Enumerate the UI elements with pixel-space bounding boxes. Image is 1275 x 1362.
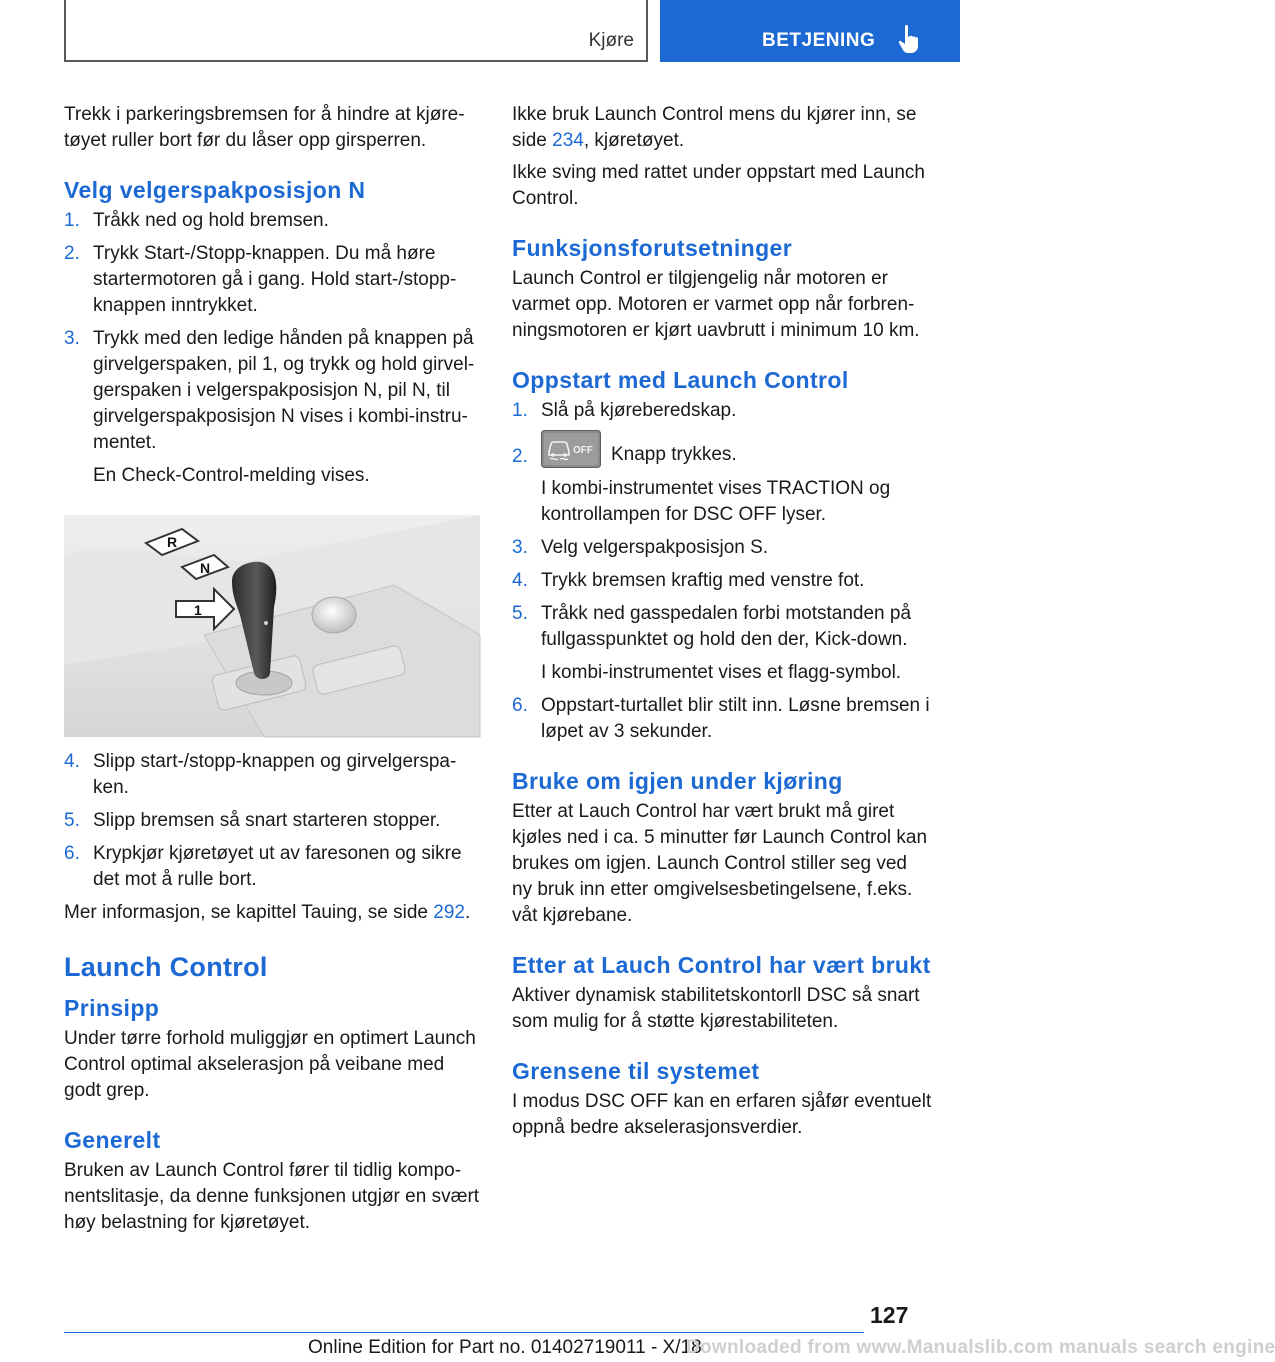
heading-general: Generelt <box>64 1127 161 1153</box>
more-info-text: Mer informasjon, se kapittel Tauing, se side <box>64 902 434 923</box>
principle-paragraph: Under tørre forhold muliggjør en optimert Launch Control optimal akselerasjon på veibane med godt grep. <box>64 1028 476 1101</box>
list-item <box>64 841 480 893</box>
list-text: Tråkk ned gasspedalen forbi motstanden på fullgasspunktet og hold den der, Kick-down. <box>541 603 912 650</box>
gear-selector-illustration <box>64 515 480 737</box>
list-item <box>512 436 932 528</box>
page-link-292[interactable]: 292 <box>433 902 465 923</box>
list-text: Knapp trykkes. <box>611 444 737 466</box>
arrow-label-r: R <box>167 534 178 550</box>
list-text: Slipp start-/stopp-knappen og girvelgerspaken. <box>93 751 457 798</box>
list-subtext: I kombi-instrumentet vises et flagg-symbol. <box>541 662 902 683</box>
list-number: 3. <box>64 328 80 349</box>
list-text: Tråkk ned og hold bremsen. <box>93 210 329 231</box>
list-item <box>64 208 480 234</box>
list-number: 1. <box>64 210 80 231</box>
heading-requirements: Funksjonsforutsetninger <box>512 235 793 261</box>
list-text: Velg velgerspakposisjon S. <box>541 537 769 558</box>
page-number: 127 <box>870 1302 909 1328</box>
list-item <box>64 326 480 489</box>
warning-paragraph-1 <box>512 102 932 154</box>
heading-reuse: Bruke om igjen under kjøring <box>512 768 843 794</box>
list-item <box>512 693 932 745</box>
pointing-hand-icon <box>896 24 924 54</box>
footer-edition: Online Edition for Part no. 01402719011 - X/18 <box>308 1337 702 1358</box>
list-text: Krypkjør kjøretøyet ut av faresonen og sikre det mot å rulle bort. <box>93 843 462 890</box>
list-item <box>64 749 480 801</box>
list-number: 6. <box>512 695 528 716</box>
dsc-off-button-icon <box>541 430 601 468</box>
left-column <box>64 102 480 1236</box>
after-use-paragraph: Aktiver dynamisk stabilitetskontorll DSC så snart som mulig for å støtte kjørestabiliteten. <box>512 985 920 1032</box>
list-subtext: I kombi-instrumentet vises TRACTION og kontrollampen for DSC OFF lyser. <box>541 478 891 525</box>
list-item <box>64 241 480 319</box>
list-number: 2. <box>512 446 528 467</box>
list-item <box>64 808 480 834</box>
header-chapter: Kjøre <box>588 30 634 51</box>
general-paragraph: Bruken av Launch Control fører til tidlig komponentslitasje, da denne funksjonen utgjør en svært høy belastning for kjøretøyet. <box>64 1160 480 1233</box>
list-text: Slå på kjøreberedskap. <box>541 400 737 421</box>
list-item <box>512 535 932 561</box>
list-number: 4. <box>512 570 528 591</box>
heading-select-n: Velg velgerspakposisjon N <box>64 177 366 203</box>
page-link-234[interactable]: 234 <box>552 130 584 151</box>
warning-paragraph-2: Ikke sving med rattet under oppstart med Launch Control. <box>512 162 925 209</box>
list-number: 5. <box>512 603 528 624</box>
heading-system-limits: Grensene til systemet <box>512 1058 760 1084</box>
header-section-tab <box>660 0 960 62</box>
heading-after-use: Etter at Lauch Control har vært brukt <box>512 952 931 978</box>
arrow-label-1: 1 <box>194 602 202 618</box>
list-number: 1. <box>512 400 528 421</box>
list-number: 5. <box>64 810 80 831</box>
list-text: Trykk med den ledige hånden på knappen på girvelgerspaken, pil 1, og trykk og hold girvelgerspaken i velgerspakposisjon N, pil N, til girvelgerspakposisjon N vises i kombi-instrumentet. <box>93 328 475 453</box>
list-item <box>512 568 932 594</box>
more-info-paragraph <box>64 900 480 926</box>
right-column <box>512 102 932 1141</box>
footer-watermark: Downloaded from www.Manualslib.com manuals search engine <box>686 1337 1275 1358</box>
heading-startup: Oppstart med Launch Control <box>512 367 849 393</box>
list-subtext: En Check-Control-melding vises. <box>93 465 370 486</box>
list-item <box>512 601 932 686</box>
reuse-paragraph: Etter at Lauch Control har vært brukt må giret kjøles ned i ca. 5 minutter før Launch Control kan brukes om igjen. Launch Control stiller seg ved ny bruk inn etter omgivelsesbetingelsene, f.eks. våt kjørebane. <box>512 801 928 926</box>
steps-select-n <box>64 208 480 489</box>
requirements-paragraph: Launch Control er tilgjengelig når motoren er varmet opp. Motoren er varmet opp når forbrenningsmotoren er kjørt uavbrutt i minimum 10 km. <box>512 268 920 341</box>
list-text: Trykk Start-/Stopp-knappen. Du må høre startermotoren gå i gang. Hold start-/stopp-knappen inntrykket. <box>93 243 457 316</box>
heading-principle: Prinsipp <box>64 995 160 1021</box>
list-number: 4. <box>64 751 80 772</box>
header-chapter-box <box>64 0 648 62</box>
list-number: 6. <box>64 843 80 864</box>
heading-launch-control: Launch Control <box>64 952 268 982</box>
list-number: 2. <box>64 243 80 264</box>
warning-text-end: , kjøretøyet. <box>583 130 685 151</box>
list-text: Slipp bremsen så snart starteren stopper. <box>93 810 441 831</box>
intro-paragraph: Trekk i parkeringsbremsen for å hindre at kjøretøyet ruller bort før du låser opp girsperren. <box>64 104 465 151</box>
list-item <box>512 398 932 424</box>
steps-after-n <box>64 749 480 893</box>
list-text: Oppstart-turtallet blir stilt inn. Løsne bremsen i løpet av 3 sekunder. <box>541 695 930 742</box>
list-text: Trykk bremsen kraftig med venstre fot. <box>541 570 865 591</box>
dsc-off-label: OFF <box>573 445 593 456</box>
more-info-end: . <box>464 902 471 923</box>
warning-text: Ikke bruk Launch Control mens du kjører inn, se side <box>512 104 917 151</box>
steps-startup <box>512 398 932 745</box>
header-section-label: BETJENING <box>762 30 876 51</box>
list-number: 3. <box>512 537 528 558</box>
footer-rule <box>64 1332 864 1333</box>
system-limits-paragraph: I modus DSC OFF kan en erfaren sjåfør eventuelt oppnå bedre akselerasjonsverdier. <box>512 1091 932 1138</box>
arrow-label-n: N <box>200 560 211 576</box>
